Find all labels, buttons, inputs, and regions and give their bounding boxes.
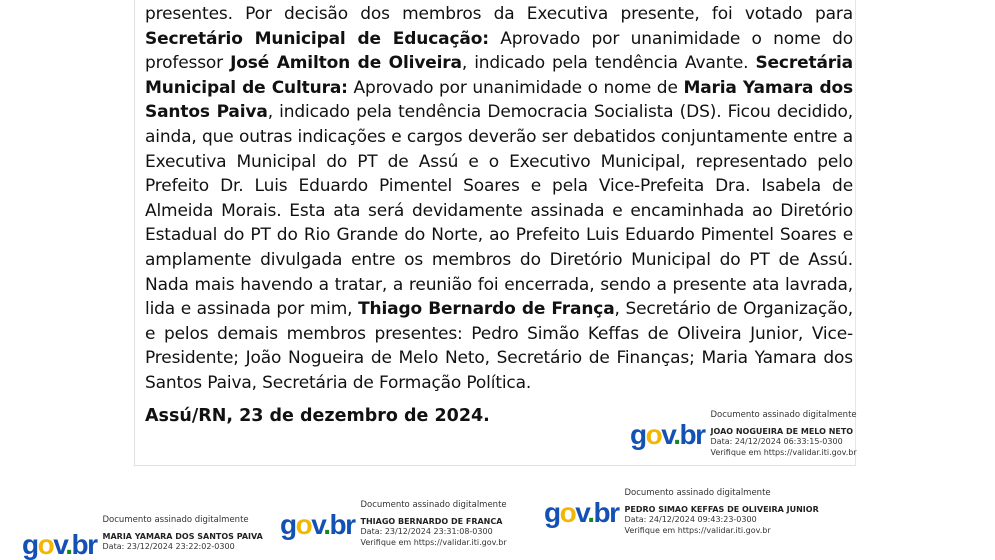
signer-name: JOAO NOGUEIRA DE MELO NETO xyxy=(710,427,854,436)
document-body-paragraph xyxy=(145,2,853,396)
govbr-logo-icon: gov.br xyxy=(630,419,705,451)
body-text-segment: Aprovado por unanimidade o nome do professor xyxy=(145,28,853,74)
signature-verify-link[interactable]: Verifique em https://validar.iti.gov.br xyxy=(624,525,771,535)
digital-signature-pedro-simao xyxy=(544,488,819,536)
signature-date: Data: 24/12/2024 09:43:23-0300 xyxy=(624,515,757,525)
digital-signature-maria-yamara xyxy=(22,515,263,560)
digital-signature-thiago-bernardo xyxy=(280,500,507,548)
signer-name: PEDRO SIMAO KEFFAS DE OLIVEIRA JUNIOR xyxy=(624,505,819,514)
govbr-logo-icon: gov.br xyxy=(544,497,619,529)
signature-caption: Documento assinado digitalmente xyxy=(102,515,249,525)
govbr-logo-icon: gov.br xyxy=(280,509,355,541)
body-text-segment: , indicado pela tendência Democracia Socialista (DS). Ficou decidido, ainda, que outras indicações e cargos deverão ser debatidos conjuntamente entre a Executiva Municipal do PT de Assú e o Executivo Municipal, representado pelo Prefeito Dr. Luis Eduardo Pimentel Soares e pela Vice-Prefeita Dra. Isabela de Almeida Morais. Esta ata será devidamente assinada e encaminhada ao Diretório Estadual do PT do Rio Grande do Norte, ao Prefeito Luis Eduardo Pimentel Soares e amplamente divulgada entre os membros do Diretório Municipal do PT de Assú. Nada mais havendo a tratar, a reunião foi encerrada, sendo a presente ata lavrada, lida e assinada por mim, xyxy=(145,102,854,320)
body-text-segment: , indicado pela tendência Avante. xyxy=(461,53,756,74)
body-text-segment: presentes. Por decisão dos membros da Executiva presente, foi votado para xyxy=(145,4,853,24)
signature-info xyxy=(711,410,857,458)
signature-caption: Documento assinado digitalmente xyxy=(710,410,857,420)
signature-date: Data: 24/12/2024 06:33:15-0300 xyxy=(710,437,843,447)
signature-info xyxy=(625,488,819,536)
body-text-segment: Aprovado por unanimidade o nome de xyxy=(347,77,684,98)
signer-name: THIAGO BERNARDO DE FRANCA xyxy=(360,517,503,526)
govbr-logo-icon: gov.br xyxy=(22,528,97,560)
digital-signature-joao-nogueira xyxy=(630,410,857,458)
signature-info xyxy=(361,500,507,548)
bold-name-thiago-bernardo: Thiago Bernardo de França xyxy=(358,299,615,320)
signature-verify-link[interactable]: Verifique em https://validar.iti.gov.br xyxy=(710,447,857,457)
document-date-line: Assú/RN, 23 de dezembro de 2024. xyxy=(145,406,490,426)
bold-name-maria-yamara: Maria Yamara dos Santos Paiva xyxy=(145,77,853,123)
bold-heading-secretaria-cultura: Secretária Municipal de Cultura: xyxy=(145,53,853,98)
signer-name: MARIA YAMARA DOS SANTOS PAIVA xyxy=(102,532,263,541)
signature-date: Data: 23/12/2024 23:22:02-0300 xyxy=(102,542,235,552)
bold-heading-secretario-educacao: Secretário Municipal de Educação: xyxy=(145,28,489,49)
body-text-segment: , Secretário de Organização, e pelos demais membros presentes: Pedro Simão Keffas de Oliveira Junior, Vice-Presidente; João Nogueira de Melo Neto, Secretário de Finanças; Maria Yamara dos Santos Paiva, Secretária de Formação Política. xyxy=(145,299,853,393)
signature-date: Data: 23/12/2024 23:31:08-0300 xyxy=(360,527,493,537)
signature-caption: Documento assinado digitalmente xyxy=(624,488,771,498)
signature-info xyxy=(103,515,263,553)
signature-caption: Documento assinado digitalmente xyxy=(360,500,507,510)
bold-name-jose-amilton: José Amilton de Oliveira xyxy=(230,53,462,74)
signature-verify-link[interactable]: Verifique em https://validar.iti.gov.br xyxy=(360,537,507,547)
